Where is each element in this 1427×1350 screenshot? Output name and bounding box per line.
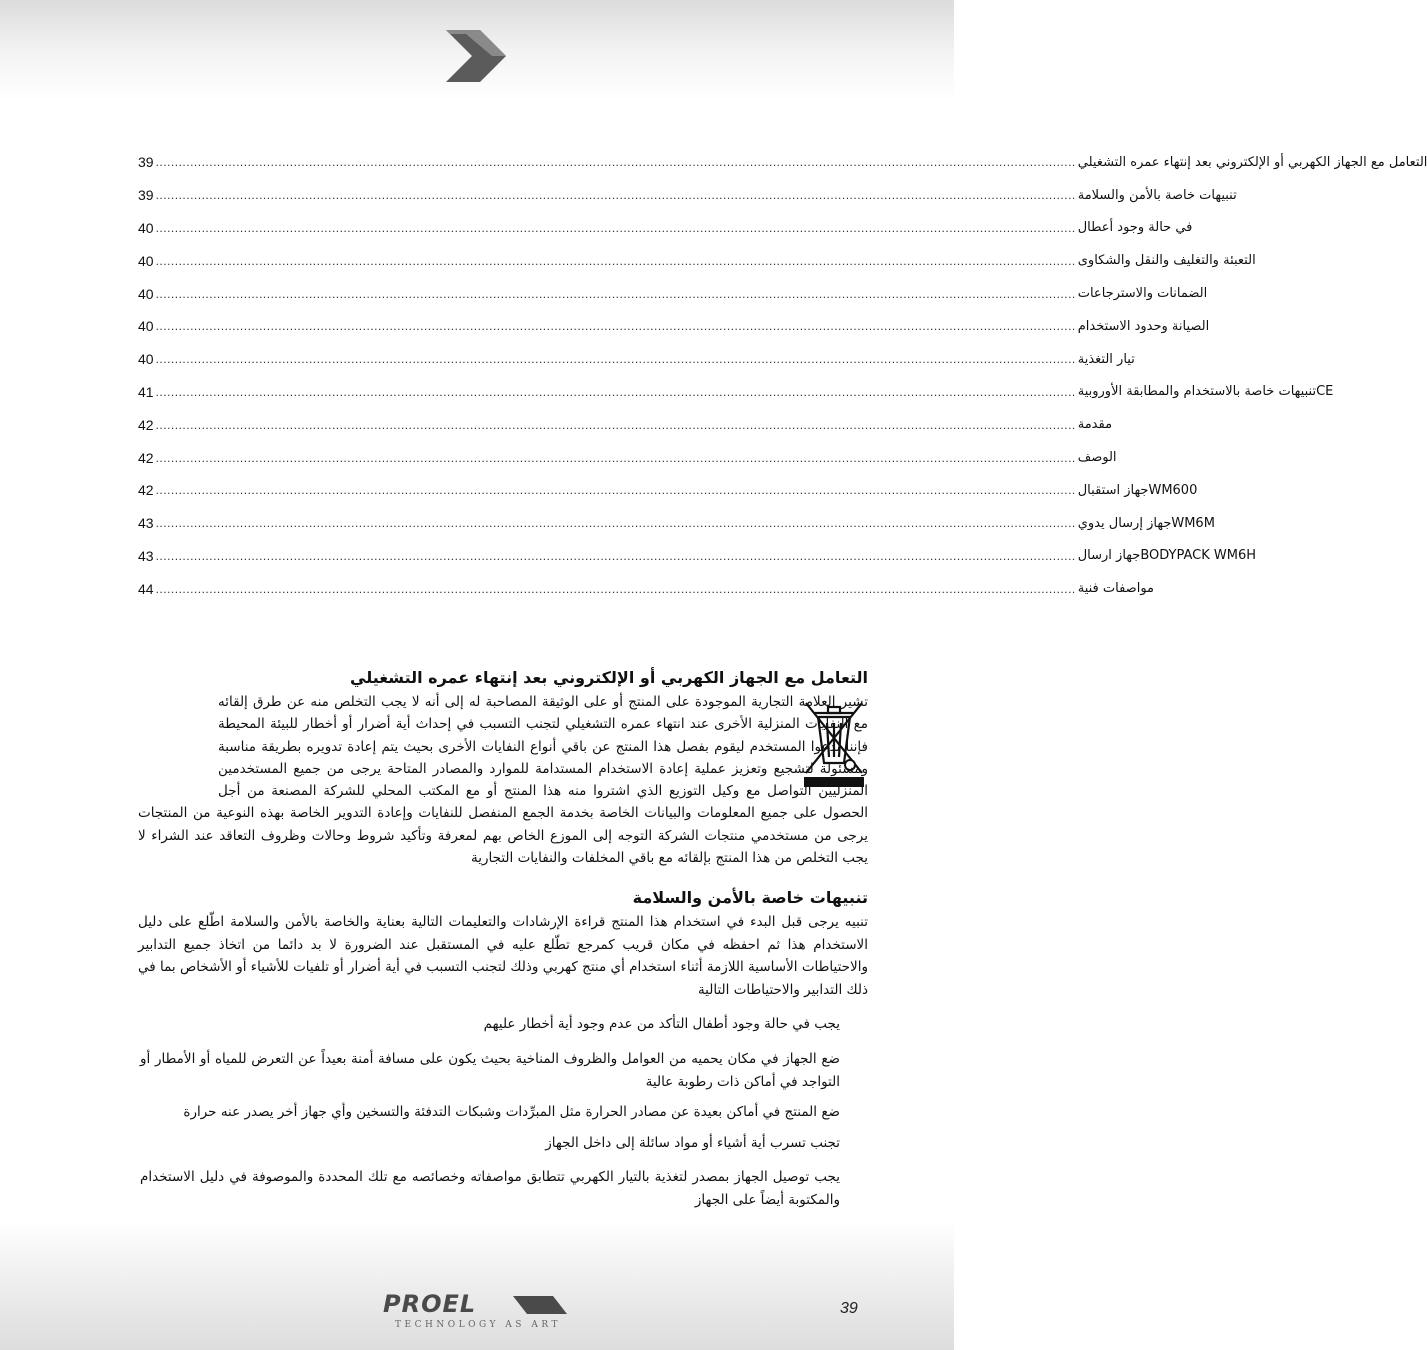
toc-leader: ................................................................................................................................................................................................................................................ <box>155 483 1076 498</box>
toc-title: BODYPACK WM6Hجهاز ارسال <box>1077 548 1257 564</box>
toc-page-number: 40 <box>138 219 154 236</box>
table-of-contents <box>138 146 1427 605</box>
toc-entry[interactable] <box>138 474 1198 507</box>
toc-leader: ................................................................................................................................................................................................................................................ <box>155 220 1076 235</box>
toc-leader: ................................................................................................................................................................................................................................................ <box>155 253 1076 268</box>
toc-leader: ................................................................................................................................................................................................................................................ <box>155 155 1076 170</box>
section-heading: تنبيهات خاصة بالأمن والسلامة <box>632 888 868 907</box>
toc-page-number: 42 <box>138 482 154 499</box>
page-number: 39 <box>840 1300 858 1317</box>
toc-entry[interactable] <box>138 376 1334 409</box>
toc-entry[interactable] <box>138 408 1113 441</box>
toc-leader: ................................................................................................................................................................................................................................................ <box>155 450 1076 465</box>
toc-title: تيار التغذية <box>1077 351 1135 367</box>
safety-item: تجنب تسرب أية أشياء أو مواد سائلة إلى داخل الجهاز <box>545 1134 840 1151</box>
toc-entry[interactable] <box>138 179 1237 212</box>
toc-page-number: 40 <box>138 252 154 269</box>
toc-page-number: 39 <box>138 154 154 171</box>
toc-page-number: 41 <box>138 383 154 400</box>
toc-page-number: 40 <box>138 285 154 302</box>
safety-item: يجب في حالة وجود أطفال التأكد من عدم وجود أية أخطار عليهم <box>483 1016 840 1033</box>
toc-leader: ................................................................................................................................................................................................................................................ <box>155 548 1076 563</box>
toc-leader: ................................................................................................................................................................................................................................................ <box>155 352 1076 367</box>
chevron-arrow-icon <box>440 28 510 84</box>
toc-page-number: 39 <box>138 187 154 204</box>
toc-entry[interactable] <box>138 146 1427 179</box>
toc-title: الصيانة وحدود الاستخدام <box>1077 318 1210 334</box>
toc-entry[interactable] <box>138 572 1155 605</box>
logo-chevron-icon <box>513 1294 569 1316</box>
toc-title: CEتنبيهات خاصة بالاستخدام والمطابقة الأوروبية <box>1077 384 1334 400</box>
toc-entry[interactable] <box>138 441 1117 474</box>
toc-page-number: 40 <box>138 318 154 335</box>
toc-leader: ................................................................................................................................................................................................................................................ <box>155 581 1076 596</box>
toc-title: تنبيهات خاصة بالأمن والسلامة <box>1077 187 1237 203</box>
disposal-section <box>138 668 868 869</box>
toc-page-number: 40 <box>138 351 154 368</box>
toc-entry[interactable] <box>138 540 1257 573</box>
toc-leader: ................................................................................................................................................................................................................................................ <box>155 516 1076 531</box>
toc-page-number: 44 <box>138 580 154 597</box>
safety-section <box>138 888 868 1212</box>
logo-wordmark: PROEL <box>383 1290 477 1318</box>
toc-entry[interactable] <box>138 277 1208 310</box>
toc-page-number: 42 <box>138 416 154 433</box>
section-heading: التعامل مع الجهاز الكهربي أو الإلكتروني بعد إنتهاء عمره التشغيلي <box>350 668 868 687</box>
toc-entry[interactable] <box>138 212 1193 245</box>
toc-leader: ................................................................................................................................................................................................................................................ <box>155 319 1076 334</box>
toc-entry[interactable] <box>138 343 1135 376</box>
proel-logo <box>383 1290 573 1334</box>
toc-entry[interactable] <box>138 310 1210 343</box>
toc-page-number: 43 <box>138 547 154 564</box>
icon-spacer <box>138 691 218 791</box>
toc-page-number: 42 <box>138 449 154 466</box>
toc-leader: ................................................................................................................................................................................................................................................ <box>155 417 1076 432</box>
section-intro: تنبيه يرجى قبل البدء في استخدام هذا المنتج قراءة الإرشادات والتعليمات التالية بعناية والخاصة بالأمن والسلامة اطّلع على دليل الاستخدام هذا ثم احفظه في مكان قريب كمرجع تطّلع عليه في المستقبل عند الضرورة لا بد دائما من اتخاذ جميع التدابير والاحتياطات الأساسية اللازمة أثناء استخدام أي منتج كهربي وذلك لتجنب التسبب في أية أضرار أو تلفيات للأشياء أو الأشخاص بما في ذلك التدابير والاحتياطات التالية <box>138 914 868 998</box>
toc-title: التعامل مع الجهاز الكهربي أو الإلكتروني بعد إنتهاء عمره التشغيلي <box>1077 154 1427 170</box>
toc-title: الضمانات والاسترجاعات <box>1077 286 1208 302</box>
logo-tagline: TECHNOLOGY AS ART <box>395 1320 561 1330</box>
toc-entry[interactable] <box>138 244 1256 277</box>
safety-item: يجب توصيل الجهاز بمصدر لتغذية بالتيار الكهربي تتطابق مواصفاته وخصائصه مع تلك المحددة والموصوفة في دليل الاستخدام والمكتوبة أيضاً على الجهاز <box>140 1169 840 1208</box>
toc-leader: ................................................................................................................................................................................................................................................ <box>155 286 1076 301</box>
toc-title: WM600جهاز استقبال <box>1077 482 1198 498</box>
toc-title: في حالة وجود أعطال <box>1077 220 1193 236</box>
toc-leader: ................................................................................................................................................................................................................................................ <box>155 384 1076 399</box>
section-paragraph: تشير العلامة التجارية الموجودة على المنتج أو على الوثيقة المصاحبة له إلى أنه لا يجب التخلص منه عن طرق إلقائه مع النفايات المنزلية الأخرى عند انتهاء عمره التشغيلي لتجنب التسبب في إحداث أية أضرار أو أخطار للبيئة المحيطة فإننا ندعوا المستخدم ليقوم بفصل هذا المنتج عن باقي أنواع النفايات الأخرى بحيث يتم إعادة تدويره بطريقة مناسبة ومسئولة لتشجيع وتعزيز عملية إعادة الاستخدام المستدامة للموارد والمصادر المتاحة يرجى من جميع المستخدمين المنزليين التواصل مع وكيل التوزيع الذي اشتروا منه هذا المنتج أو مع المكتب المحلي للشركة المصنعة من أجل الحصول على جميع المعلومات والبيانات الخاصة بخدمة الجمع المنفصل للنفايات وإعادة التدوير الخاصة بهذه النوعية من المنتجات يرجى من مستخدمي منتجات الشركة التوجه إلى الموزع الخاص بهم لمعرفة وتأكيد شروط وحالات وظروف التعاقد عند الشراء لا يجب التخلص من هذا المنتج بإلقائه مع باقي المخلفات والنفايات التجارية <box>138 694 868 867</box>
safety-item: ضع المنتج في أماكن بعيدة عن مصادر الحرارة مثل المبرِّدات وشبكات التدفئة والتسخين وأي جهاز أخر يصدر عنه حرارة <box>183 1104 840 1121</box>
toc-leader: ................................................................................................................................................................................................................................................ <box>155 188 1076 203</box>
toc-title: مقدمة <box>1077 417 1113 433</box>
toc-entry[interactable] <box>138 507 1215 540</box>
toc-title: مواصفات فنية <box>1077 581 1155 597</box>
safety-item: ضع الجهاز في مكان يحميه من العوامل والظروف المناخية بحيث يكون على مسافة أمنة بعيداً عن التعرض للمياه أو الأمطار أو التواجد في أماكن ذات رطوبة عالية <box>140 1050 840 1090</box>
toc-title: الوصف <box>1077 450 1117 466</box>
toc-page-number: 43 <box>138 515 154 532</box>
toc-title: WM6Mجهاز إرسال يدوي <box>1077 515 1215 531</box>
toc-title: التعبئة والتغليف والنقل والشكاوى <box>1077 253 1256 269</box>
